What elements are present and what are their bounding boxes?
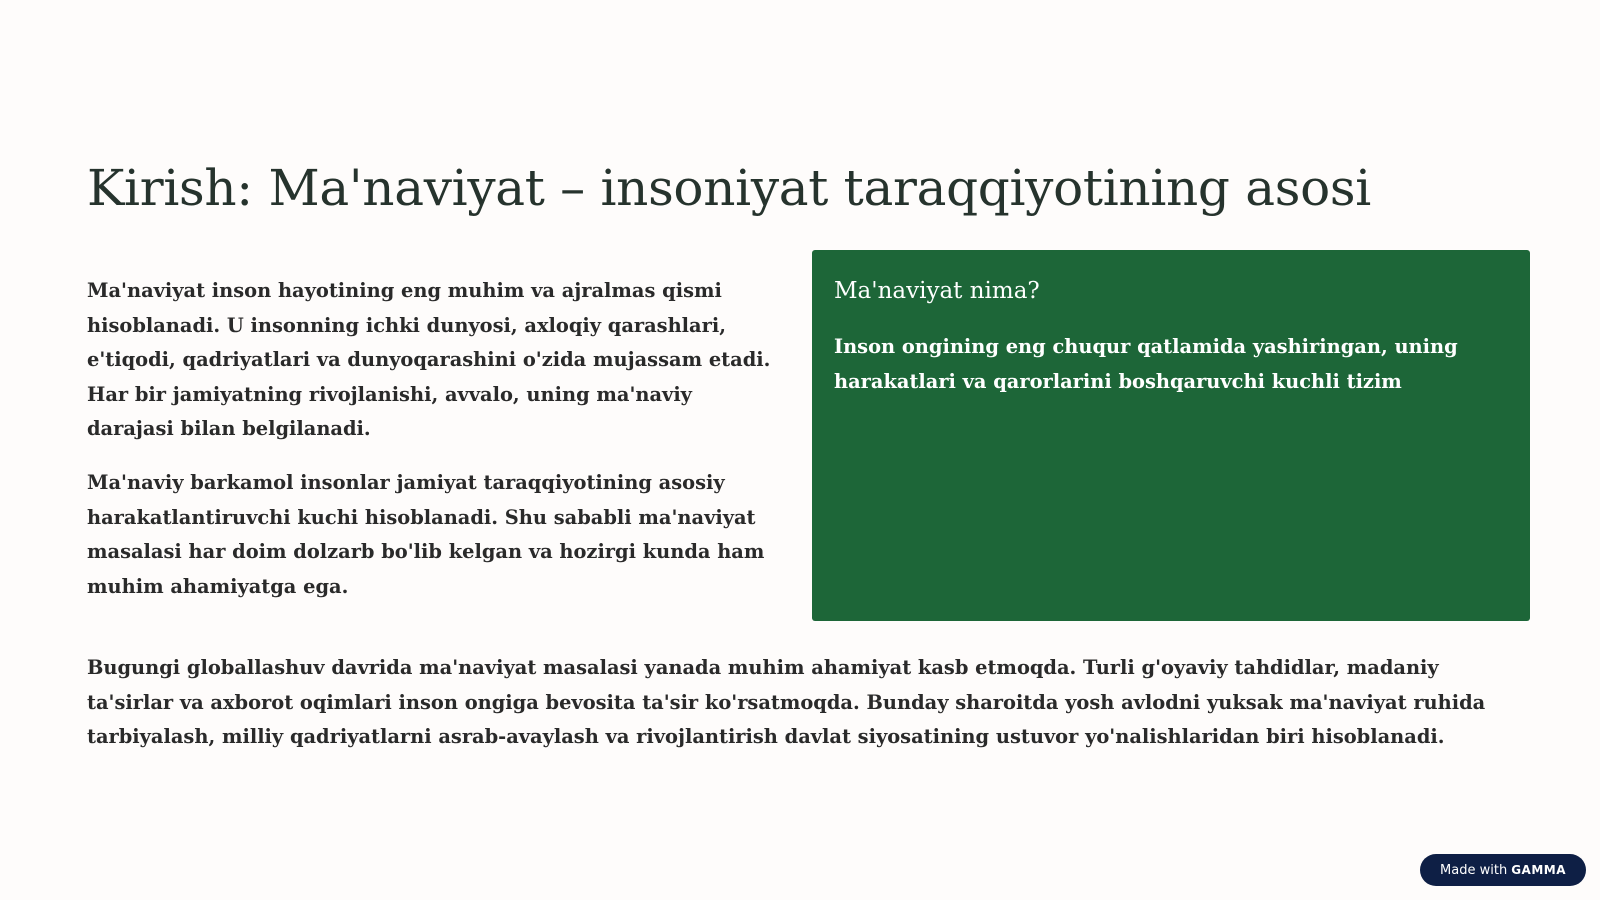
badge-prefix: Made with xyxy=(1440,862,1508,878)
intro-paragraph-1: Ma'naviyat inson hayotining eng muhim va ajralmas qismi hisoblanadi. U insonning ichki dunyosi, axloqiy qarashlari, e'tiqodi, qadriyatlari va dunyoqarashini o'zida mujassam etadi. Har bir jamiyatning rivojlanishi, avvalo, uning ma'naviy darajasi bilan belgilanadi. xyxy=(87,279,771,441)
gamma-logo: GAMMA xyxy=(1511,863,1566,877)
slide-title: Kirish: Ma'naviyat – insoniyat taraqqiyotining asosi xyxy=(87,159,1371,217)
callout-title: Ma'naviyat nima? xyxy=(834,278,1040,304)
made-with-gamma-badge[interactable] xyxy=(1420,854,1586,886)
left-text-column xyxy=(87,274,777,604)
callout-text: Inson ongining eng chuqur qatlamida yashiringan, uning harakatlari va qarorlarini boshqaruvchi kuchli tizim xyxy=(834,335,1458,393)
bottom-paragraph: Bugungi globallashuv davrida ma'naviyat masalasi yanada muhim ahamiyat kasb etmoqda. Turli g'oyaviy tahdidlar, madaniy ta'sirlar va axborot oqimlari inson ongiga bevosita ta'sir ko'rsatmoqda. Bunday sharoitda yosh avlodni yuksak ma'naviyat ruhida tarbiyalash, milliy qadriyatlarni asrab-avaylash va rivojlantirish davlat siyosatining ustuvor yo'nalishlaridan biri hisoblanadi. xyxy=(87,656,1486,749)
definition-callout-box xyxy=(812,250,1530,621)
intro-paragraph-2: Ma'naviy barkamol insonlar jamiyat taraqqiyotining asosiy harakatlantiruvchi kuchi hisoblanadi. Shu sababli ma'naviyat masalasi har doim dolzarb bo'lib kelgan va hozirgi kunda ham muhim ahamiyatga ega. xyxy=(87,470,765,598)
